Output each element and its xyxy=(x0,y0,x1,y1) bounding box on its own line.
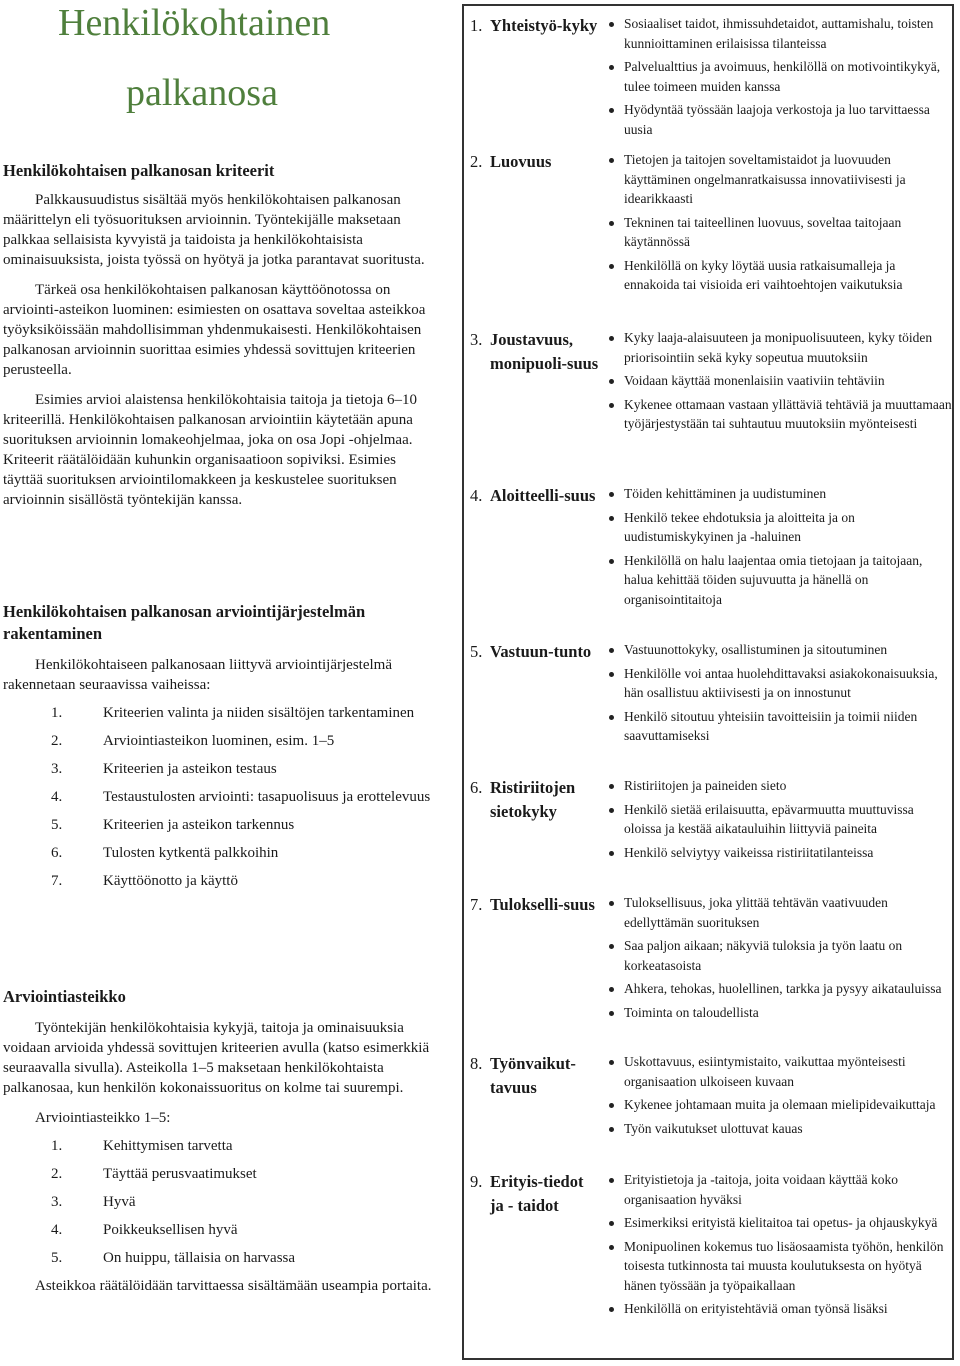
criterion-bullet: Ahkera, tehokas, huolellinen, tarkka ja pysyy aikatauluissa xyxy=(604,979,952,999)
criterion-bullets xyxy=(604,776,952,866)
criterion-bullet: Uskottavuus, esiintymistaito, vaikuttaa myönteisesti organisaation ulkoiseen kuvaan xyxy=(604,1052,952,1091)
scale-step-text: Poikkeuksellisen hyvä xyxy=(103,1222,238,1238)
criterion-bullet: Henkilö tekee ehdotuksia ja aloitteita ja on uudistumiskykyinen ja -haluinen xyxy=(604,508,952,547)
system-step-item xyxy=(3,787,435,807)
scale-step-item xyxy=(3,1136,435,1156)
system-step-text: Testaustulosten arviointi: tasapuolisuus ja erottelevuus xyxy=(103,789,431,805)
page-title-line2: palkanosa xyxy=(126,72,278,114)
criterion-bullet: Töiden kehittäminen ja uudistuminen xyxy=(604,484,952,504)
system-step-item xyxy=(3,759,435,779)
criterion-bullet: Henkilöllä on kyky löytää uusia ratkaisumalleja ja ennakoida tai visioida eri vaihtoehtojen vaikutuksia xyxy=(604,256,952,295)
criterion-name xyxy=(470,328,600,376)
system-steps-list xyxy=(3,703,435,891)
page-title xyxy=(0,0,440,130)
criterion-bullet: Työn vaikutukset ulottuvat kauas xyxy=(604,1119,952,1139)
criterion-number: 9. xyxy=(470,1172,483,1191)
scale-step-item xyxy=(3,1164,435,1184)
criterion-number: 5. xyxy=(470,642,483,661)
criteria-paragraph-3: Esimies arvioi alaistensa henkilökohtaisia taitoja ja tietoja 6–10 kriteerillä. Henkilökohtaisen palkanosan arviointiin käytetään apuna suorituksen arvioinnin lomakeohjelmaa, joka on osa Jopi -ohjelmaa. Kriteerit räätälöidään kuhunkin organisaatioon sopiviksi. Esimies täyttää suorituksen arviointilomakkeen ja keskustelee suorituksen arvioinnin sisällöstä työntekijän kanssa. xyxy=(3,392,417,508)
criterion-bullets xyxy=(604,328,952,438)
scale-step-text: Kehittymisen tarvetta xyxy=(103,1138,233,1154)
criterion-bullets xyxy=(604,1052,952,1142)
criterion-bullet: Kykenee johtamaan muita ja olemaan mielipidevaikuttaja xyxy=(604,1095,952,1115)
criterion-title: Työnvaikut-tavuus xyxy=(490,1054,576,1097)
criterion-number: 2. xyxy=(470,152,483,171)
system-step-number: 5. xyxy=(51,817,63,833)
criterion-bullet: Kyky laaja-alaisuuteen ja monipuolisuuteen, kyky töiden priorisointiin sekä kyky sopeutua muutoksiin xyxy=(604,328,952,367)
criterion-bullets xyxy=(604,484,952,613)
system-step-text: Käyttöönotto ja käyttö xyxy=(103,873,238,889)
system-step-item xyxy=(3,815,435,835)
criterion-name xyxy=(470,14,600,38)
system-step-text: Kriteerien valinta ja niiden sisältöjen tarkentaminen xyxy=(103,705,415,721)
criteria-heading: Henkilökohtaisen palkanosan kriteerit xyxy=(3,161,275,180)
system-step-text: Kriteerien ja asteikon testaus xyxy=(103,761,277,777)
scale-list xyxy=(3,1136,435,1268)
criterion-name xyxy=(470,893,600,917)
criterion-bullet: Saa paljon aikaan; näkyviä tuloksia ja työn laatu on korkeatasoista xyxy=(604,936,952,975)
criterion-bullet: Esimerkiksi erityistä kielitaitoa tai opetus- ja ohjauskykyä xyxy=(604,1213,952,1233)
system-step-number: 4. xyxy=(51,789,63,805)
criterion-bullet: Henkilöllä on erityistehtäviä oman työnsä lisäksi xyxy=(604,1299,952,1319)
system-step-item xyxy=(3,843,435,863)
criterion-number: 1. xyxy=(470,16,483,35)
scale-step-number: 2. xyxy=(51,1166,63,1182)
system-heading: Henkilökohtaisen palkanosan arviointijärjestelmän rakentaminen xyxy=(3,602,366,643)
scale-step-item xyxy=(3,1248,435,1268)
scale-step-number: 3. xyxy=(51,1194,63,1210)
scale-step-item xyxy=(3,1220,435,1240)
criterion-bullet: Vastuunottokyky, osallistuminen ja sitoutuminen xyxy=(604,640,952,660)
criterion-title: Joustavuus, monipuoli-suus xyxy=(490,330,599,373)
scale-step-number: 4. xyxy=(51,1222,63,1238)
criterion-bullet: Kykenee ottamaan vastaan yllättäviä tehtäviä ja muuttamaan työjärjestystään tai suhtautuu muutoksiin myönteisesti xyxy=(604,395,952,434)
system-section xyxy=(3,601,435,899)
scale-paragraph: Työntekijän henkilökohtaisia kykyjä, taitoja ja ominaisuuksia voidaan arvioida yhdessä sovittujen kriteerien avulla (katso esimerkkiä seuraavalla sivulla). Asteikolla 1–5 maksetaan henkilökohtaista palkanosaa, kun henkilön kokonaissuoritus on kolme tai suurempi. xyxy=(3,1020,430,1096)
scale-step-text: Täyttää perusvaatimukset xyxy=(103,1166,257,1182)
criterion-title: Vastuun-tunto xyxy=(490,642,592,661)
system-step-number: 3. xyxy=(51,761,63,777)
system-step-text: Arviointiasteikon luominen, esim. 1–5 xyxy=(103,733,335,749)
criterion-name xyxy=(470,1170,600,1218)
criterion-number: 6. xyxy=(470,778,483,797)
criterion-bullet: Hyödyntää työssään laajoja verkostoja ja luo tarvittaessa uusia xyxy=(604,100,952,139)
criterion-bullet: Tekninen tai taiteellinen luovuus, soveltaa taitojaan käytännössä xyxy=(604,213,952,252)
system-step-text: Tulosten kytkentä palkkoihin xyxy=(103,845,279,861)
criteria-paragraph-1: Palkkausuudistus sisältää myös henkilökohtaisen palkanosan määrittelyn eli työsuorituksen arvioinnin. Työntekijälle maksetaan palkkaa sellaisista kyvyistä ja taidoista ja henkilökohtaisista ominaisuuksista, joista työssä on hyötyä ja jotka parantavat suoritusta. xyxy=(3,192,425,268)
criterion-bullet: Toiminta on taloudellista xyxy=(604,1003,952,1023)
criterion-name xyxy=(470,776,600,824)
criterion-title: Aloitteelli-suus xyxy=(490,486,596,505)
criterion-title: Luovuus xyxy=(490,152,552,171)
criterion-bullet: Tietojen ja taitojen soveltamistaidot ja luovuuden käyttäminen ongelmanratkaisussa innovatiivisesti ja idearikkaasti xyxy=(604,150,952,209)
criterion-bullet: Erityistietoja ja -taitoja, joita voidaan käyttää koko organisaation hyväksi xyxy=(604,1170,952,1209)
criterion-number: 3. xyxy=(470,330,483,349)
criteria-paragraph-2: Tärkeä osa henkilökohtaisen palkanosan käyttöönotossa on arviointi-asteikon luominen: esimiesten on osattava soveltaa asteikkoa työyksiköissään mahdollisimman yhdenmukaisesti. Henkilökohtaisen palkanosan arvioinnin suorittaa esimies yhdessä sovittujen kriteerien perusteella. xyxy=(3,282,426,378)
criterion-bullet: Ristiriitojen ja paineiden sieto xyxy=(604,776,952,796)
page-title-line1: Henkilökohtainen xyxy=(58,2,331,44)
criterion-bullets xyxy=(604,150,952,299)
scale-title: Arviointiasteikko 1–5: xyxy=(35,1110,171,1126)
criterion-name xyxy=(470,484,600,508)
system-step-item xyxy=(3,703,435,723)
scale-heading: Arviointiasteikko xyxy=(3,987,126,1006)
system-step-item xyxy=(3,871,435,891)
criterion-bullet: Monipuolinen kokemus tuo lisäosaamista työhön, henkilön toisesta tutkinnosta tai muusta koulutuksesta on hyötyä hänen työssään ja työpaikallaan xyxy=(604,1237,952,1296)
system-step-number: 2. xyxy=(51,733,63,749)
criterion-name xyxy=(470,640,600,664)
criterion-bullets xyxy=(604,14,952,143)
scale-step-item xyxy=(3,1192,435,1212)
criterion-title: Tulokselli-suus xyxy=(490,895,595,914)
criterion-bullet: Voidaan käyttää monenlaisiin vaativiin tehtäviin xyxy=(604,371,952,391)
criterion-bullet: Tuloksellisuus, joka ylittää tehtävän vaativuuden edellyttämän suorituksen xyxy=(604,893,952,932)
criterion-number: 7. xyxy=(470,895,483,914)
criterion-name xyxy=(470,150,600,174)
system-step-text: Kriteerien ja asteikon tarkennus xyxy=(103,817,295,833)
system-step-number: 7. xyxy=(51,873,63,889)
criterion-number: 4. xyxy=(470,486,483,505)
scale-step-text: Hyvä xyxy=(103,1194,136,1210)
criterion-bullet: Henkilölle voi antaa huolehdittavaksi asiakokonaisuuksia, hän osallistuu aktiivisesti ja on innostunut xyxy=(604,664,952,703)
criterion-bullet: Henkilöllä on halu laajentaa omia tietojaan ja taitojaan, halua kehittää töiden sujuvuutta ja hänellä on organisointitaitoja xyxy=(604,551,952,610)
system-step-number: 1. xyxy=(51,705,63,721)
criterion-bullet: Henkilö sitoutuu yhteisiin tavoitteisiin ja toimii niiden saavuttamiseksi xyxy=(604,707,952,746)
left-column xyxy=(0,0,440,1366)
scale-outro: Asteikkoa räätälöidään tarvittaessa sisältämään useampia portaita. xyxy=(35,1278,432,1294)
criterion-number: 8. xyxy=(470,1054,483,1073)
criterion-bullets xyxy=(604,1170,952,1323)
criterion-bullet: Palvelualttius ja avoimuus, henkilöllä on motivointikykyä, tulee toimeen muiden kanssa xyxy=(604,57,952,96)
scale-step-number: 1. xyxy=(51,1138,63,1154)
criterion-title: Yhteistyö-kyky xyxy=(490,16,598,35)
criterion-bullets xyxy=(604,640,952,750)
system-step-number: 6. xyxy=(51,845,63,861)
criterion-bullet: Henkilö sietää erilaisuutta, epävarmuutta muuttuvissa oloissa ja kestää aikatauluihin liittyviä paineita xyxy=(604,800,952,839)
scale-step-number: 5. xyxy=(51,1250,63,1266)
scale-step-text: On huippu, tällaisia on harvassa xyxy=(103,1250,296,1266)
criterion-bullet: Henkilö selviytyy vaikeissa ristiriitatilanteissa xyxy=(604,843,952,863)
system-intro: Henkilökohtaiseen palkanosaan liittyvä arviointijärjestelmä rakennetaan seuraavissa vaiheissa: xyxy=(3,657,392,693)
criterion-bullet: Sosiaaliset taidot, ihmissuhdetaidot, auttamishalu, toisten kunnioittaminen erilaisissa tilanteissa xyxy=(604,14,952,53)
criterion-bullets xyxy=(604,893,952,1026)
criterion-title: Ristiriitojen sietokyky xyxy=(490,778,576,821)
criteria-section xyxy=(3,160,435,520)
scale-section xyxy=(3,986,435,1306)
criterion-title: Erityis-tiedot ja - taidot xyxy=(490,1172,584,1215)
criterion-name xyxy=(470,1052,600,1100)
system-step-item xyxy=(3,731,435,751)
